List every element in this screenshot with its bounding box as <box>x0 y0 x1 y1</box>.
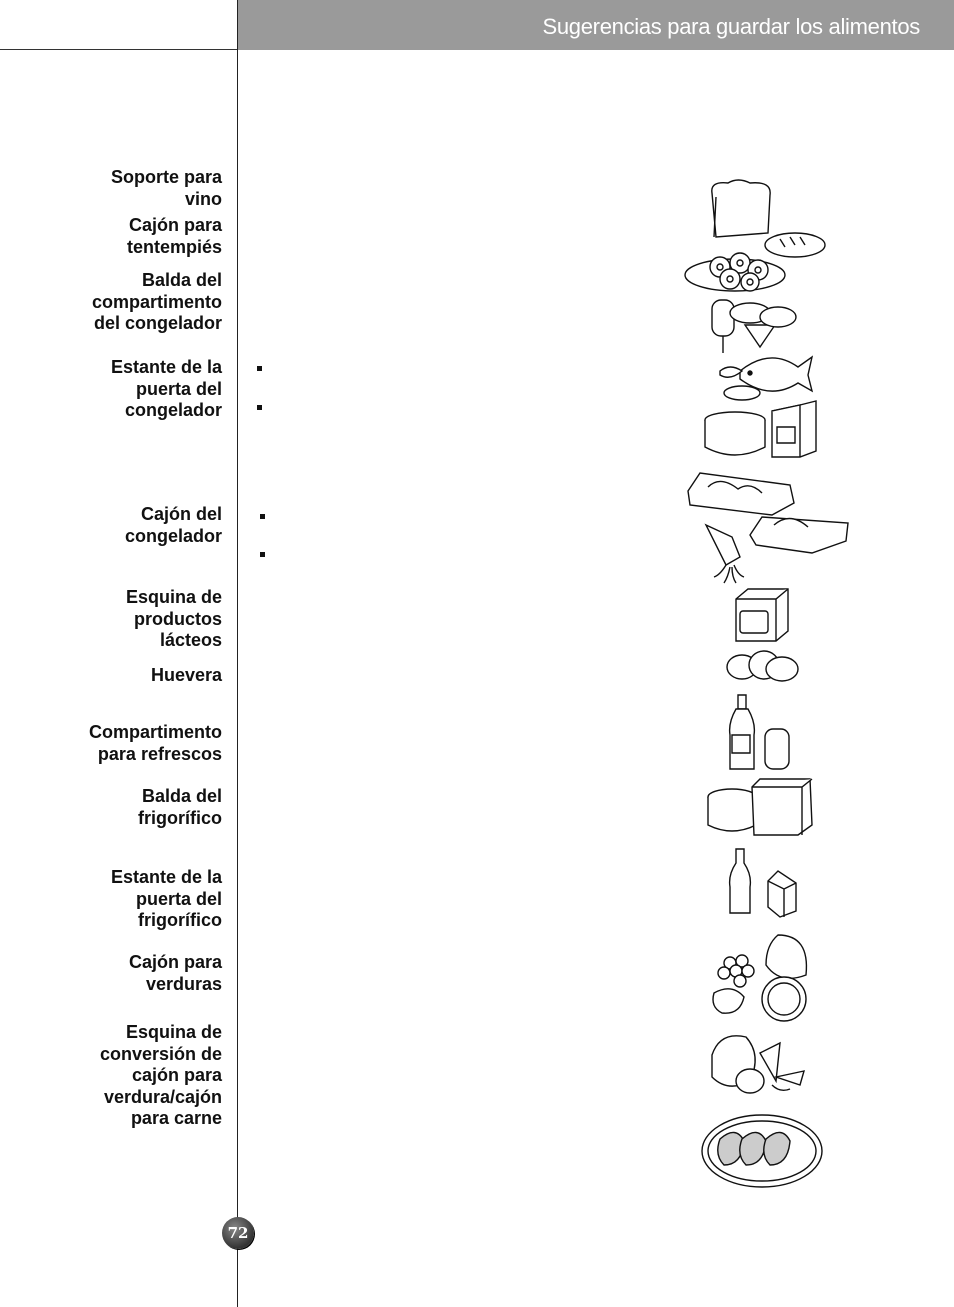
vegetables-icon <box>712 1036 804 1093</box>
header-rule <box>0 49 238 50</box>
label-conversion-corner: Esquina de conversión de cajón para verdura/cajón para carne <box>99 1022 222 1128</box>
label-vegetable-drawer: Cajón para verduras <box>128 952 222 994</box>
fruit-icon <box>713 935 806 1021</box>
column-divider <box>237 0 238 1307</box>
label-freezer-drawer: Cajón del congelador <box>124 504 222 546</box>
frozen-meat-icon <box>688 473 848 553</box>
food-illustrations <box>680 175 860 1195</box>
label-beverage-compartment: Compartimento para refrescos <box>88 722 222 764</box>
label-freezer-door-rack: Estante de la puerta del congelador <box>110 357 222 420</box>
label-snack-drawer: Cajón para tentempiés <box>126 215 222 257</box>
squid-icon <box>706 525 744 583</box>
ice-cream-icon <box>712 300 796 353</box>
label-egg-box: Huevera <box>150 665 222 685</box>
bullet <box>257 405 262 410</box>
bullet <box>257 366 262 371</box>
bullet <box>260 552 265 557</box>
milk-carton-icon <box>730 849 796 917</box>
label-refrigerator-shelf: Balda del frigorífico <box>138 786 222 828</box>
bullet <box>260 514 265 519</box>
label-freezer-shelf: Balda del compartimento del congelador <box>91 270 222 333</box>
page-number: 72 <box>222 1217 254 1249</box>
container-icon <box>708 779 812 835</box>
bread-icon <box>712 180 825 257</box>
label-dairy-corner: Esquina de productos lácteos <box>125 587 222 650</box>
butter-icon <box>736 589 788 641</box>
label-refrigerator-door-rack: Estante de la puerta del frigorífico <box>110 867 222 930</box>
canned-food-icon <box>705 401 816 457</box>
header-bar <box>238 0 954 50</box>
label-wine-rack: Soporte para vino <box>110 167 222 209</box>
donuts-icon <box>685 253 785 291</box>
fish-icon <box>720 357 812 400</box>
meat-icon <box>702 1115 822 1187</box>
eggs-icon <box>727 651 798 681</box>
bottle-icon <box>730 695 789 769</box>
page-title: Sugerencias para guardar los alimentos <box>542 14 920 39</box>
